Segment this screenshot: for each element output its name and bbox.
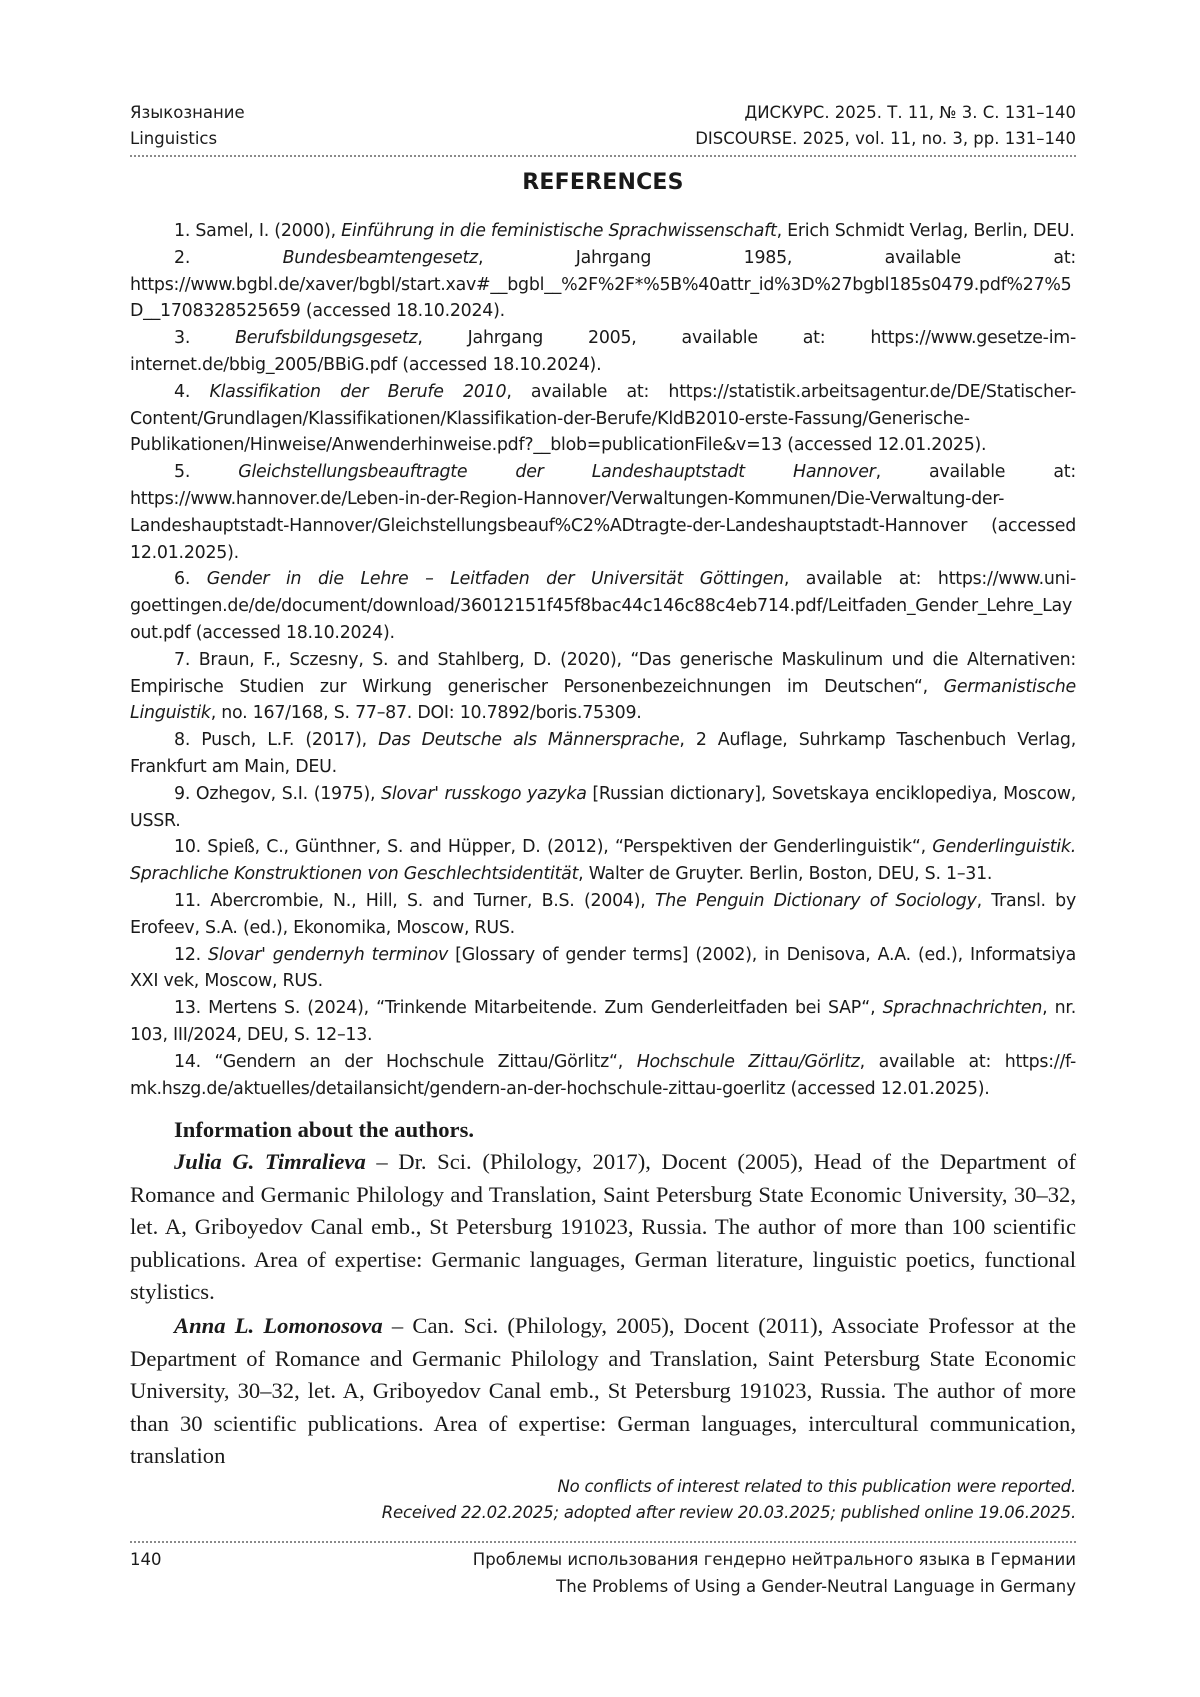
reference-text: , Transl. by Erofeev, S.A. (ed.), Ekonomika, Moscow, RUS. xyxy=(130,890,1076,938)
reference-title: Das Deutsche als Männersprache xyxy=(378,730,680,751)
reference-item xyxy=(130,218,1076,245)
reference-title: Hochschule Zittau/Görlitz xyxy=(636,1051,860,1072)
reference-item xyxy=(130,995,1076,1049)
reference-text: 12. xyxy=(174,944,209,965)
reference-item xyxy=(130,942,1076,996)
running-footer xyxy=(130,1546,1076,1600)
header-section-ru: Языкознание xyxy=(130,103,245,122)
reference-title: Slovar' russkogo yazyka xyxy=(381,783,587,804)
reference-text: 8. Pusch, L.F. (2017), xyxy=(174,730,379,751)
reference-item xyxy=(130,325,1076,379)
reference-text: 2. xyxy=(174,247,283,268)
reference-item xyxy=(130,1049,1076,1103)
reference-title: Berufsbildungsgesetz xyxy=(235,328,418,349)
reference-item xyxy=(130,379,1076,459)
header-divider xyxy=(130,155,1076,157)
publication-notes xyxy=(130,1474,1076,1526)
reference-item xyxy=(130,245,1076,325)
authors-heading: Information about the authors. xyxy=(174,1117,475,1142)
reference-item xyxy=(130,834,1076,888)
reference-text: , Walter de Gruyter. Berlin, Boston, DEU, S. 1–31. xyxy=(578,864,993,885)
footer-title-en: The Problems of Using a Gender-Neutral Language in Germany xyxy=(556,1577,1076,1596)
reference-item xyxy=(130,647,1076,727)
author-details: – Can. Sci. (Philology, 2005), Docent (2011), Associate Professor at the Department of Romance and Germanic Philology and Translation, Saint Petersburg State Economic University, 30–32, let. A, Griboyedov Canal emb., St Petersburg 191023, Russia. The author of more than 30 scientific publications. Area of expertise: German languages, intercultural communication, translation xyxy=(130,1313,1076,1469)
header-citation-ru: ДИСКУРС. 2025. Т. 11, № 3. С. 131–140 xyxy=(744,103,1076,122)
reference-title: Slovar' gendernyh terminov xyxy=(208,944,449,965)
reference-text: , available at: https://f-mk.hszg.de/aktuelles/detailansicht/gendern-an-der-hochschule-zittau-goerlitz (accessed 12.01.2025). xyxy=(130,1051,1076,1099)
reference-text: , available at: https://www.hannover.de/Leben-in-der-Region-Hannover/Verwaltungen-Kommunen/Die-Verwaltung-der-Landeshauptstadt-Hannover/Gleichstellungsbeauf%C2%ADtragte-der-Landeshauptstadt-Hannover (accessed 12.01.2025). xyxy=(130,462,1076,563)
reference-text: , 2 Auflage, Suhrkamp Taschenbuch Verlag, Frankfurt am Main, DEU. xyxy=(130,730,1076,777)
reference-text: 4. xyxy=(174,381,210,402)
reference-text: 6. xyxy=(174,569,207,590)
author-name: Anna L. Lomonosova xyxy=(174,1313,383,1339)
running-header xyxy=(130,100,1076,152)
reference-text: 14. “Gendern an der Hochschule Zittau/Görlitz“, xyxy=(174,1051,637,1072)
reference-title: Genderlinguistik. Sprachliche Konstruktionen von Geschlechtsidentität xyxy=(130,837,1076,885)
publication-dates: Received 22.02.2025; adopted after review 20.03.2025; published online 19.06.2025. xyxy=(381,1503,1076,1522)
reference-title: Gender in die Lehre – Leitfaden der Universität Göttingen xyxy=(206,569,784,590)
reference-text: 13. Mertens S. (2024), “Trinkende Mitarbeitende. Zum Genderleitfaden bei SAP“, xyxy=(174,998,883,1019)
reference-text: 11. Abercrombie, N., Hill, S. and Turner, B.S. (2004), xyxy=(174,890,655,911)
reference-text: [Glossary of gender terms] (2002), in Denisova, A.A. (ed.), Informatsiya XXI vek, Moscow, RUS. xyxy=(130,944,1076,992)
footer-divider xyxy=(130,1541,1076,1543)
page-number: 140 xyxy=(130,1550,162,1569)
reference-item xyxy=(130,888,1076,942)
reference-text: 5. xyxy=(174,462,239,483)
reference-title: The Penguin Dictionary of Sociology xyxy=(654,890,977,911)
journal-page xyxy=(130,0,1076,1697)
reference-title: Bundesbeamtengesetz xyxy=(282,247,478,268)
references-title: REFERENCES xyxy=(522,170,684,195)
header-citation-en: DISCOURSE. 2025, vol. 11, no. 3, pp. 131–140 xyxy=(695,129,1076,148)
reference-text: , Jahrgang 1985, available at: https://www.bgbl.de/xaver/bgbl/start.xav#__bgbl__%2F%2F*%5B%40attr_id%3D%27bgbl185s0479.pdf%27%5D__1708328525659 (accessed 18.10.2024). xyxy=(130,247,1076,322)
reference-text: , no. 167/168, S. 77–87. DOI: 10.7892/boris.75309. xyxy=(210,703,642,724)
reference-item xyxy=(130,781,1076,835)
reference-text: , Jahrgang 2005, available at: https://www.gesetze-im-internet.de/bbig_2005/BBiG.pdf (accessed 18.10.2024). xyxy=(130,328,1076,375)
references-list xyxy=(130,218,1076,1102)
reference-title: Klassifikation der Berufe 2010 xyxy=(209,381,507,402)
reference-item xyxy=(130,727,1076,781)
reference-text: 3. xyxy=(174,328,236,349)
reference-text: , available at: https://www.uni-goettingen.de/de/document/download/36012151f45f8bac44c146c88c4eb714.pdf/Leitfaden_Gender_Lehre_Layout.pdf (accessed 18.10.2024). xyxy=(130,569,1077,643)
reference-text: 7. Braun, F., Sczesny, S. and Stahlberg, D. (2020), “Das generische Maskulinum und die Alternativen: Empirische Studien zur Wirkung generischer Personenbezeichnungen im Deutschen“, xyxy=(130,649,1076,697)
reference-text: 1. Samel, I. (2000), xyxy=(174,221,342,241)
reference-text: 10. Spieß, C., Günthner, S. and Hüpper, D. (2012), “Perspektiven der Genderlinguistik“, xyxy=(174,837,933,858)
reference-title: Sprachnachrichten xyxy=(882,998,1043,1019)
footer-title-ru: Проблемы использования гендерно нейтрального языка в Германии xyxy=(472,1550,1076,1569)
conflict-statement: No conflicts of interest related to this publication were reported. xyxy=(557,1477,1076,1496)
author-name: Julia G. Timralieva xyxy=(174,1149,366,1175)
author-bio xyxy=(130,1310,1076,1472)
reference-title: Gleichstellungsbeauftragte der Landeshauptstadt Hannover xyxy=(238,462,876,483)
author-details: – Dr. Sci. (Philology, 2017), Docent (2005), Head of the Department of Romance and Germanic Philology and Translation, Saint Petersburg State Economic University, 30–32, let. A, Griboyedov Canal emb., St Petersburg 191023, Russia. The author of more than 100 scientific publications. Area of expertise: Germanic languages, German literature, linguistic poetics, functional stylistics. xyxy=(130,1149,1076,1305)
reference-text: [Russian dictionary], Sovetskaya enciklopediya, Moscow, USSR. xyxy=(130,783,1076,831)
reference-title: Germanistische Linguistik xyxy=(130,676,1076,724)
author-bio xyxy=(130,1146,1076,1308)
header-section-en: Linguistics xyxy=(130,129,218,148)
reference-title: Einführung in die feministische Sprachwissenschaft xyxy=(341,221,777,241)
reference-item xyxy=(130,459,1076,566)
reference-item xyxy=(130,566,1076,646)
reference-text: , nr. 103, III/2024, DEU, S. 12–13. xyxy=(130,998,1076,1045)
authors-section xyxy=(130,1114,1076,1472)
reference-text: 9. Ozhegov, S.I. (1975), xyxy=(174,783,382,804)
reference-text: , Erich Schmidt Verlag, Berlin, DEU. xyxy=(776,221,1075,241)
reference-text: , available at: https://statistik.arbeitsagentur.de/DE/Statischer-Content/Grundlagen/Klassifikationen/Klassifikation-der-Berufe/KldB2010-erste-Fassung/Generische-Publikationen/Hinweise/Anwenderhinweise.pdf?__blob=publicationFile&v=13 (accessed 12.01.2025). xyxy=(130,381,1077,456)
